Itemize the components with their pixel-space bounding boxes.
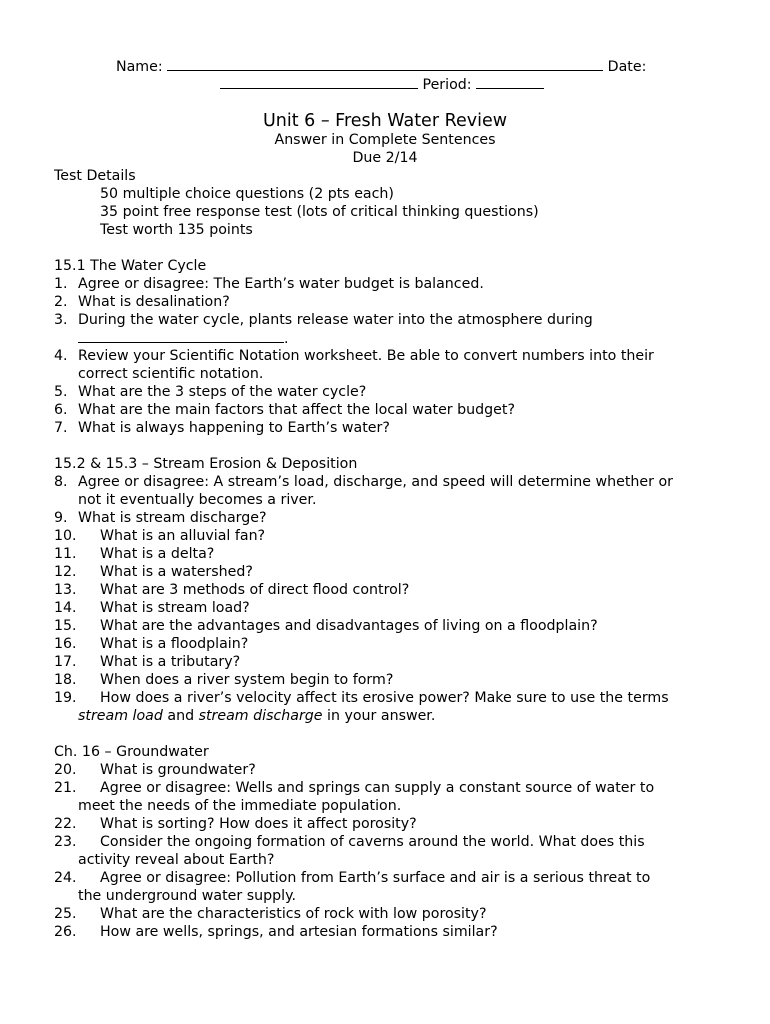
question-text: How are wells, springs, and artesian formations similar? [100,924,498,940]
period-label: Period: [422,77,472,93]
question-text: During the water cycle, plants release water into the atmosphere during [78,312,593,328]
list-item: 35 point free response test (lots of critical thinking questions) [100,204,539,220]
question-text: What is sorting? How does it affect porosity? [100,816,417,832]
question-number: 12. [54,564,77,580]
section-heading: 15.2 & 15.3 – Stream Erosion & Deposition [54,456,358,472]
question-number: 5. [54,384,68,400]
question-number: 17. [54,654,77,670]
question-text: What are the characteristics of rock with low porosity? [100,906,487,922]
question-text: How does a river’s velocity affect its erosive power? Make sure to use the terms [100,690,669,706]
question-number: 26. [54,924,77,940]
question-number: 16. [54,636,77,652]
question-text-cont [78,707,435,725]
due-date: Due 2/14 [352,150,418,166]
section-heading: 15.1 The Water Cycle [54,258,207,274]
question-number: 21. [54,780,77,796]
answer-period: . [284,331,289,347]
date-label: Date: [607,59,647,75]
question-text: Review your Scientific Notation worksheet. Be able to convert numbers into their [78,348,654,364]
question-number: 14. [54,600,77,616]
question-number: 7. [54,420,68,436]
question-text-cont: correct scientific notation. [78,366,264,382]
question-number: 15. [54,618,77,634]
question-text-cont: meet the needs of the immediate population. [78,798,402,814]
question-number: 9. [54,510,68,526]
question-text: What is always happening to Earth’s water? [78,420,390,436]
term-stream-discharge: stream discharge [198,708,323,724]
question-number: 3. [54,312,68,328]
name-label: Name: [116,59,163,75]
question-number: 25. [54,906,77,922]
question-text: What are 3 methods of direct flood control? [100,582,410,598]
question-number: 18. [54,672,77,688]
question-tail: in your answer. [322,708,436,724]
question-number: 24. [54,870,77,886]
name-date-line [116,57,646,76]
question-number: 19. [54,690,77,706]
question-text: What is stream load? [100,600,250,616]
page-subtitle: Answer in Complete Sentences [274,132,496,148]
question-text: What is groundwater? [100,762,256,778]
question-text: What are the 3 steps of the water cycle? [78,384,367,400]
answer-blank [78,329,284,343]
question-text: What is a floodplain? [100,636,249,652]
question-text-cont: the underground water supply. [78,888,296,904]
question-number: 2. [54,294,68,310]
list-item: Test worth 135 points [100,222,253,238]
question-number: 13. [54,582,77,598]
question-text: Agree or disagree: A stream’s load, discharge, and speed will determine whether or [78,474,673,490]
question-number: 10. [54,528,77,544]
question-text: Consider the ongoing formation of caverns around the world. What does this [100,834,645,850]
question-text-cont: not it eventually becomes a river. [78,492,317,508]
list-item: 50 multiple choice questions (2 pts each) [100,186,394,202]
question-text: What are the main factors that affect the local water budget? [78,402,515,418]
term-stream-load: stream load [78,708,163,724]
question-text: When does a river system begin to form? [100,672,394,688]
page-title: Unit 6 – Fresh Water Review [262,111,508,131]
question-text: Agree or disagree: Wells and springs can supply a constant source of water to [100,780,655,796]
question-number: 1. [54,276,68,292]
question-text: What is a tributary? [100,654,241,670]
question-text: What is an alluvial fan? [100,528,266,544]
question-number: 6. [54,402,68,418]
question-number: 23. [54,834,77,850]
section-heading: Ch. 16 – Groundwater [54,744,209,760]
question-number: 11. [54,546,77,562]
question-text: Agree or disagree: The Earth’s water budget is balanced. [78,276,484,292]
period-line [220,75,544,94]
question-text-cont: activity reveal about Earth? [78,852,275,868]
question-text: What are the advantages and disadvantages of living on a floodplain? [100,618,598,634]
question-text: What is stream discharge? [78,510,267,526]
question-number: 20. [54,762,77,778]
question-text: What is a watershed? [100,564,253,580]
name-blank [167,57,603,71]
question-number: 22. [54,816,77,832]
question-text: Agree or disagree: Pollution from Earth’s surface and air is a serious threat to [100,870,651,886]
date-blank [220,75,418,89]
question-number: 8. [54,474,68,490]
question-number: 4. [54,348,68,364]
answer-line [78,329,289,348]
question-text: What is a delta? [100,546,215,562]
question-text: What is desalination? [78,294,230,310]
conjunction: and [162,708,199,724]
test-details-heading: Test Details [54,168,136,184]
period-blank [476,75,544,89]
